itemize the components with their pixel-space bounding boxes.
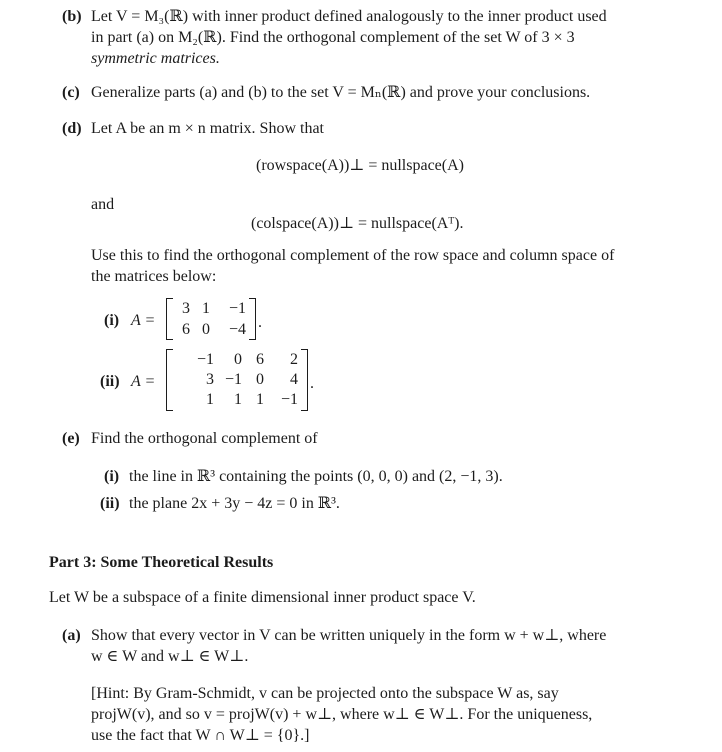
matrix-entry: −1: [228, 300, 246, 317]
part-d-line-1: Let A be an m × n matrix. Show that: [91, 120, 324, 137]
part-e-i-text: the line in ℝ³ containing the points (0, 0, 0) and (2, −1, 3).: [129, 468, 503, 485]
part-b-label: (b): [62, 8, 82, 25]
part-d-line-3: the matrices below:: [91, 268, 217, 285]
matrix-ii: [166, 349, 308, 411]
right-bracket: [249, 298, 256, 340]
matrix-ii-lhs: A =: [131, 373, 156, 390]
matrix-entry: 0: [256, 371, 264, 388]
part-e-ii-label: (ii): [100, 495, 120, 512]
matrix-entry: 4: [290, 371, 298, 388]
part-3a-line-1: Show that every vector in V can be written uniquely in the form w + w⊥, where: [91, 627, 607, 644]
matrix-entry: 0: [234, 351, 242, 368]
part-b-line-1: Let V = M₃(ℝ) with inner product defined analogously to the inner product used: [91, 8, 607, 25]
matrix-ii-grid: [176, 349, 298, 409]
matrix-i-label: (i): [104, 312, 120, 329]
right-bracket: [301, 349, 308, 411]
matrix-entry: 6: [182, 321, 190, 338]
matrix-entry: 0: [202, 321, 210, 338]
hint-line-3: use the fact that W ∩ W⊥ = {0}.]: [91, 727, 310, 744]
part-e-i-label: (i): [104, 468, 120, 485]
matrix-entry: 2: [290, 351, 298, 368]
colspace-equation: (colspace(A))⊥ = nullspace(Aᵀ).: [251, 215, 464, 232]
hint-line-2: projW(v), and so v = projW(v) + w⊥, where w⊥ ∈ W⊥. For the uniqueness,: [91, 706, 593, 723]
part-b-line-2: in part (a) on M₂(ℝ). Find the orthogonal complement of the set W of 3 × 3: [91, 29, 575, 46]
matrix-entry: 3: [182, 300, 190, 317]
matrix-ii-period: .: [310, 375, 314, 392]
rowspace-equation: (rowspace(A))⊥ = nullspace(A): [256, 157, 464, 174]
matrix-i-lhs: A =: [131, 312, 156, 329]
matrix-entry: −4: [228, 321, 246, 338]
part-d-and: and: [91, 196, 115, 213]
matrix-i: [166, 298, 256, 340]
left-bracket: [166, 298, 173, 340]
matrix-entry: 1: [234, 391, 242, 408]
matrix-i-period: .: [258, 314, 262, 331]
matrix-ii-label: (ii): [100, 373, 120, 390]
matrix-entry: 1: [256, 391, 264, 408]
part-c-label: (c): [62, 84, 80, 101]
matrix-entry: 1: [202, 300, 210, 317]
part-3a-label: (a): [62, 627, 81, 644]
part-e-line-1: Find the orthogonal complement of: [91, 430, 318, 447]
part-e-label: (e): [62, 430, 80, 447]
part-d-label: (d): [62, 120, 82, 137]
part-3-heading: Part 3: Some Theoretical Results: [49, 554, 274, 571]
matrix-entry: −1: [196, 351, 214, 368]
left-bracket: [166, 349, 173, 411]
part-b-line-3: symmetric matrices.: [91, 50, 220, 67]
matrix-i-grid: [176, 298, 246, 340]
part-3a-line-2: w ∈ W and w⊥ ∈ W⊥.: [91, 648, 249, 665]
matrix-entry: 3: [206, 371, 214, 388]
hint-line-1: [Hint: By Gram-Schmidt, v can be projected onto the subspace W as, say: [91, 685, 559, 702]
part-d-line-2: Use this to find the orthogonal complement of the row space and column space of: [91, 247, 615, 264]
matrix-entry: −1: [224, 371, 242, 388]
part-c-line-1: Generalize parts (a) and (b) to the set V = Mₙ(ℝ) and prove your conclusions.: [91, 84, 591, 101]
part-e-ii-text: the plane 2x + 3y − 4z = 0 in ℝ³.: [129, 495, 340, 512]
matrix-entry: 1: [206, 391, 214, 408]
matrix-entry: −1: [280, 391, 298, 408]
part-3-intro: Let W be a subspace of a finite dimensional inner product space V.: [49, 589, 476, 606]
matrix-entry: 6: [256, 351, 264, 368]
